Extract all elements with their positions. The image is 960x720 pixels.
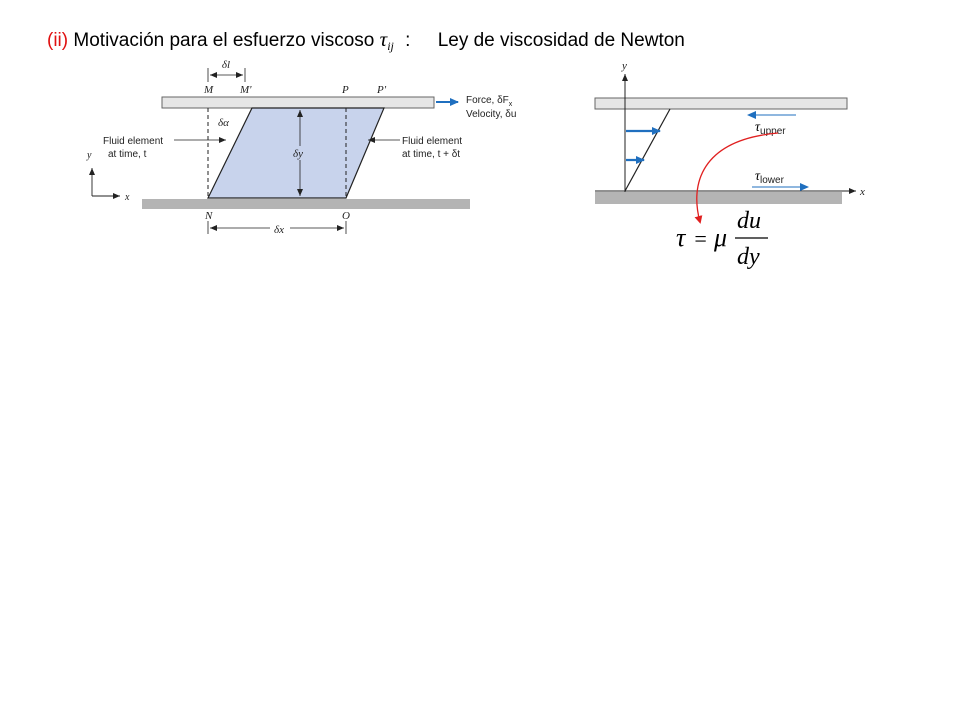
right-upper-plate: [595, 98, 847, 109]
delta-alpha-label: δα: [218, 117, 229, 129]
upper-plate: [162, 97, 434, 108]
lower-plate: [142, 199, 470, 209]
point-o-label: O: [342, 210, 350, 222]
velocity-profile-line: [625, 109, 670, 191]
title-law: Ley de viscosidad de Newton: [437, 30, 685, 51]
right-axis-x-label: x: [860, 186, 865, 198]
title-tau-symbol: τ: [379, 27, 388, 51]
title-text: Motivación para el esfuerzo viscoso: [73, 30, 375, 51]
point-p-label: P: [342, 84, 349, 96]
eq-mu: μ: [714, 223, 728, 252]
tau-lower-label: $\tau_{lower}$: [755, 169, 784, 186]
velocity-label: Velocity, δu: [466, 109, 517, 120]
point-m-prime-label: M': [240, 84, 252, 96]
fluid-right-line2: at time, t + δt: [402, 149, 461, 160]
fluid-right-line1: Fluid element: [402, 136, 463, 147]
point-p-prime-label: P': [377, 84, 387, 96]
shear-deformation-figure: [86, 59, 516, 236]
point-m-label: M: [204, 84, 214, 96]
point-n-label: N: [205, 210, 213, 222]
eq-numerator: du: [737, 208, 761, 234]
delta-l-label: δl: [221, 59, 231, 71]
delta-x-label: δx: [274, 224, 284, 236]
eq-tau: τ: [676, 223, 686, 252]
left-axis-y-label: y: [87, 150, 92, 161]
eq-equals: =: [693, 226, 708, 251]
eq-denominator: dy: [737, 244, 760, 270]
fluid-left-line2: at time, t: [108, 149, 147, 160]
section-number: (ii): [47, 30, 69, 51]
left-axis-x-label: x: [125, 192, 130, 203]
tau-upper-label: $\tau_{upper}$: [755, 120, 786, 137]
newton-viscosity-equation: [676, 208, 768, 270]
title-tau-subscript: ij: [387, 39, 394, 53]
force-label: Force, $\delta F_x$: [466, 95, 513, 108]
fluid-left-line1: Fluid element: [103, 136, 164, 147]
right-axis-y-label: y: [622, 60, 627, 72]
title-colon: :: [405, 30, 411, 51]
delta-y-label: δy: [293, 148, 303, 160]
velocity-profile-figure: [595, 60, 865, 270]
right-lower-plate: [595, 192, 842, 204]
